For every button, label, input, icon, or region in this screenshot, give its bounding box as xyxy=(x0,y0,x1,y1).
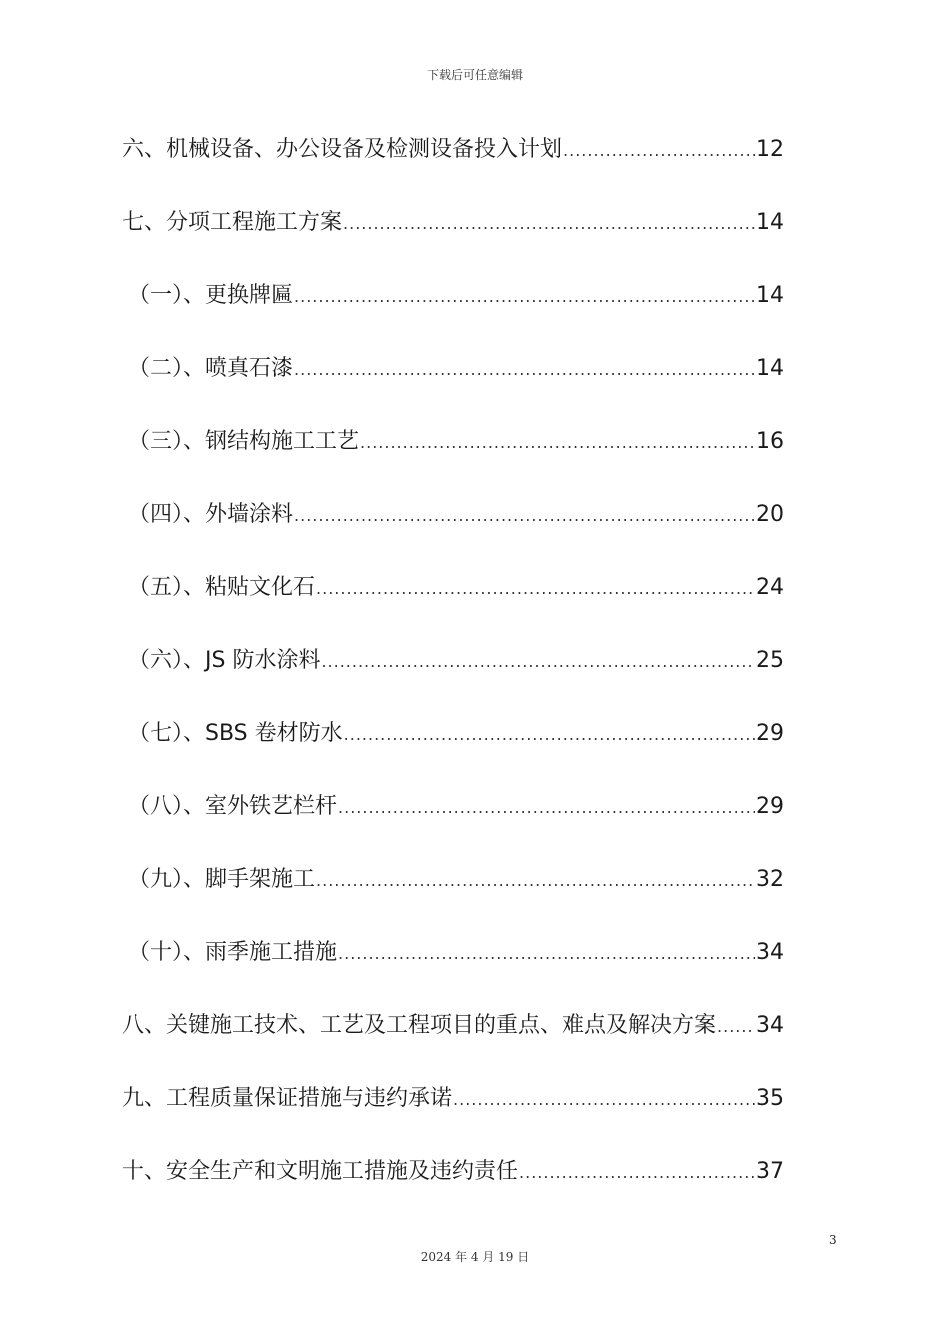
toc-entry-title: 九、工程质量保证措施与违约承诺 xyxy=(122,1086,453,1111)
toc-entry[interactable] xyxy=(122,274,784,347)
toc-entry-title: （四）、外墙涂料 xyxy=(128,502,294,527)
toc-entry-page: 29 xyxy=(756,721,784,746)
toc-leader-dots xyxy=(563,129,755,173)
toc-entry[interactable] xyxy=(122,858,784,931)
toc-entry[interactable] xyxy=(122,712,784,785)
toc-leader-dots xyxy=(343,202,755,246)
toc-leader-dots xyxy=(338,786,755,830)
toc-entry[interactable] xyxy=(122,785,784,858)
page-number: 3 xyxy=(829,1233,837,1247)
toc-entry-page: 32 xyxy=(756,867,784,892)
toc-entry-title: （五）、粘贴文化石 xyxy=(128,575,316,600)
toc-entry-title: （八）、室外铁艺栏杆 xyxy=(128,794,338,819)
toc-entry[interactable] xyxy=(122,347,784,420)
toc-entry-page: 20 xyxy=(756,502,784,527)
toc-entry-page: 29 xyxy=(756,794,784,819)
toc-entry[interactable] xyxy=(122,1150,784,1223)
toc-entry-page: 34 xyxy=(756,940,784,965)
toc-leader-dots xyxy=(321,640,755,684)
toc-leader-dots xyxy=(316,567,755,611)
toc-entry-title: （七）、SBS 卷材防水 xyxy=(128,721,343,746)
toc-leader-dots xyxy=(453,1078,755,1122)
toc-entry[interactable] xyxy=(122,201,784,274)
toc-entry-title: 七、分项工程施工方案 xyxy=(122,210,343,235)
page-footer-date: 2024 年 4 月 19 日 xyxy=(420,1250,530,1264)
toc-entry-title: （三）、钢结构施工工艺 xyxy=(128,429,360,454)
toc-entry-page: 14 xyxy=(756,356,784,381)
toc-entry-page: 14 xyxy=(756,210,784,235)
toc-entry[interactable] xyxy=(122,566,784,639)
toc-leader-dots xyxy=(338,932,755,976)
toc-leader-dots xyxy=(294,348,755,392)
toc-entry[interactable] xyxy=(122,128,784,201)
toc-entry-page: 37 xyxy=(756,1159,784,1184)
toc-leader-dots xyxy=(344,713,755,757)
toc-entry[interactable] xyxy=(122,639,784,712)
toc-leader-dots xyxy=(294,494,755,538)
toc-entry-page: 35 xyxy=(756,1086,784,1111)
toc-entry[interactable] xyxy=(122,1004,784,1077)
toc-entry[interactable] xyxy=(122,1077,784,1150)
toc-entry-title: （九）、脚手架施工 xyxy=(128,867,316,892)
toc-entry[interactable] xyxy=(122,420,784,493)
toc-entry-title: （一）、更换牌匾 xyxy=(128,283,294,308)
toc-entry-title: （六）、JS 防水涂料 xyxy=(128,648,321,673)
page-header: 下载后可任意编辑 xyxy=(426,68,523,82)
toc-leader-dots xyxy=(294,275,755,319)
toc-entry-page: 14 xyxy=(756,283,784,308)
toc-entry-page: 16 xyxy=(756,429,784,454)
toc-entry-page: 25 xyxy=(756,648,784,673)
toc-entry-page: 24 xyxy=(756,575,784,600)
toc-leader-dots xyxy=(316,859,755,903)
toc-entry-title: 八、关键施工技术、工艺及工程项目的重点、难点及解决方案 xyxy=(122,1013,717,1038)
toc-entry-title: （二）、喷真石漆 xyxy=(128,356,294,381)
toc-entry-title: 十、安全生产和文明施工措施及违约责任 xyxy=(122,1159,519,1184)
table-of-contents xyxy=(122,128,784,1223)
toc-leader-dots xyxy=(360,421,755,465)
toc-entry[interactable] xyxy=(122,493,784,566)
toc-entry-title: （十）、雨季施工措施 xyxy=(128,940,338,965)
toc-entry-page: 34 xyxy=(756,1013,784,1038)
toc-leader-dots xyxy=(717,1005,755,1049)
toc-leader-dots xyxy=(519,1151,755,1195)
toc-entry[interactable] xyxy=(122,931,784,1004)
toc-entry-title: 六、机械设备、办公设备及检测设备投入计划 xyxy=(122,137,563,162)
toc-entry-page: 12 xyxy=(756,137,784,162)
